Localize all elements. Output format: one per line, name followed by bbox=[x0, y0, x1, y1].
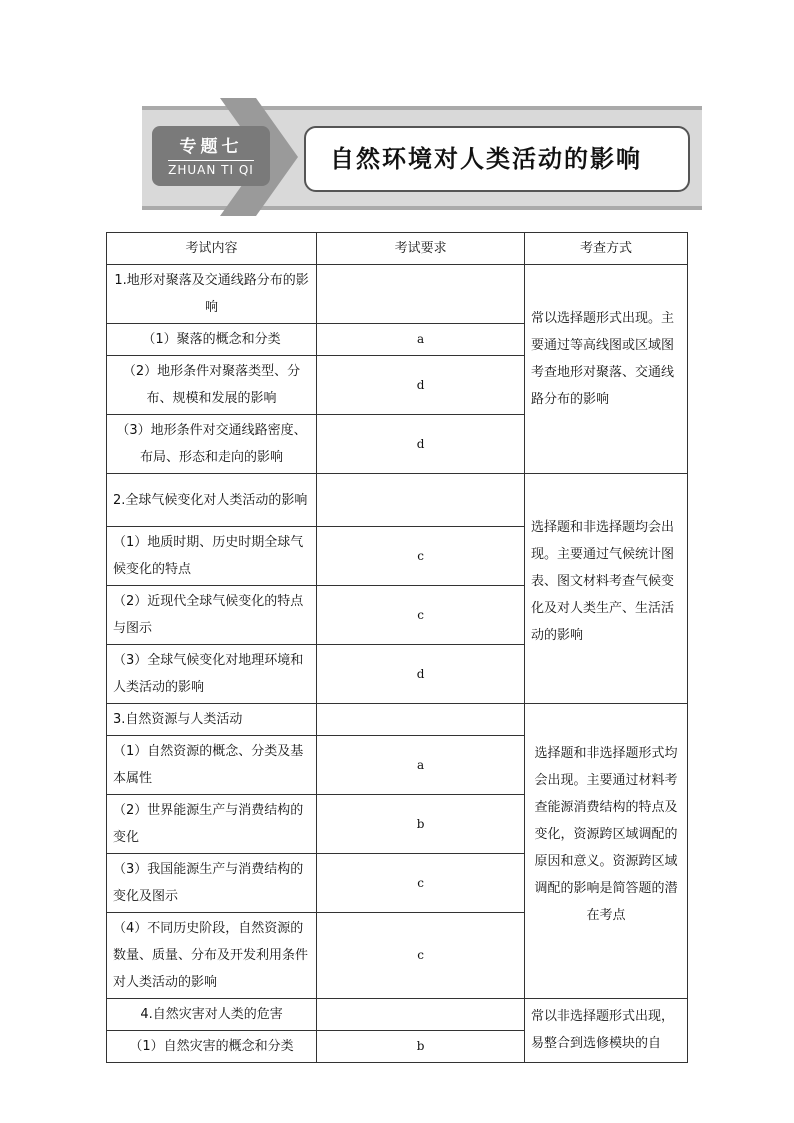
exam-requirements-table bbox=[106, 232, 688, 1063]
table-header-row bbox=[107, 233, 688, 265]
topic-pinyin: ZHUAN TI QI bbox=[168, 163, 254, 177]
requirement-cell: c bbox=[317, 913, 525, 999]
requirement-cell: b bbox=[317, 795, 525, 854]
header-requirement: 考试要求 bbox=[317, 233, 525, 265]
content-cell: （3）全球气候变化对地理环境和人类活动的影响 bbox=[107, 645, 317, 704]
group-heading: 1.地形对聚落及交通线路分布的影响 bbox=[107, 265, 317, 324]
requirement-cell: b bbox=[317, 1031, 525, 1063]
requirement-cell: c bbox=[317, 527, 525, 586]
topic-number: 专题七 bbox=[179, 137, 243, 157]
header-method: 考查方式 bbox=[525, 233, 688, 265]
requirement-cell: d bbox=[317, 645, 525, 704]
content-cell: （1）聚落的概念和分类 bbox=[107, 324, 317, 356]
empty-cell bbox=[317, 474, 525, 527]
requirement-cell: c bbox=[317, 586, 525, 645]
badge-divider bbox=[168, 160, 254, 161]
method-cell: 选择题和非选择题均会出现。主要通过气候统计图表、图文材料考查气候变化及对人类生产、生活活动的影响 bbox=[525, 474, 688, 704]
content-cell: （1）自然灾害的概念和分类 bbox=[107, 1031, 317, 1063]
table-row bbox=[107, 265, 688, 324]
group-heading: 3.自然资源与人类活动 bbox=[107, 704, 317, 736]
content-cell: （3）地形条件对交通线路密度、布局、形态和走向的影响 bbox=[107, 415, 317, 474]
method-cell: 常以选择题形式出现。主要通过等高线图或区域图考查地形对聚落、交通线路分布的影响 bbox=[525, 265, 688, 474]
empty-cell bbox=[317, 704, 525, 736]
content-cell: （2）世界能源生产与消费结构的变化 bbox=[107, 795, 317, 854]
header-content: 考试内容 bbox=[107, 233, 317, 265]
table-row bbox=[107, 999, 688, 1031]
table-row bbox=[107, 704, 688, 736]
method-cell: 常以非选择题形式出现，易整合到选修模块的自 bbox=[525, 999, 688, 1063]
requirement-cell: a bbox=[317, 324, 525, 356]
content-cell: （3）我国能源生产与消费结构的变化及图示 bbox=[107, 854, 317, 913]
requirement-cell: d bbox=[317, 415, 525, 474]
content-cell: （1）自然资源的概念、分类及基本属性 bbox=[107, 736, 317, 795]
group-heading: 4.自然灾害对人类的危害 bbox=[107, 999, 317, 1031]
content-cell: （1）地质时期、历史时期全球气候变化的特点 bbox=[107, 527, 317, 586]
page-title: 自然环境对人类活动的影响 bbox=[304, 126, 690, 192]
empty-cell bbox=[317, 265, 525, 324]
topic-badge bbox=[152, 126, 270, 186]
content-cell: （2）地形条件对聚落类型、分布、规模和发展的影响 bbox=[107, 356, 317, 415]
requirement-cell: a bbox=[317, 736, 525, 795]
content-cell: （2）近现代全球气候变化的特点与图示 bbox=[107, 586, 317, 645]
empty-cell bbox=[317, 999, 525, 1031]
requirement-cell: d bbox=[317, 356, 525, 415]
content-cell: （4）不同历史阶段，自然资源的数量、质量、分布及开发利用条件对人类活动的影响 bbox=[107, 913, 317, 999]
group-heading: 2.全球气候变化对人类活动的影响 bbox=[107, 474, 317, 527]
requirement-cell: c bbox=[317, 854, 525, 913]
method-cell: 选择题和非选择题形式均会出现。主要通过材料考查能源消费结构的特点及变化，资源跨区域调配的原因和意义。资源跨区域调配的影响是简答题的潜在考点 bbox=[525, 704, 688, 999]
table-row bbox=[107, 474, 688, 527]
topic-banner bbox=[142, 98, 702, 216]
